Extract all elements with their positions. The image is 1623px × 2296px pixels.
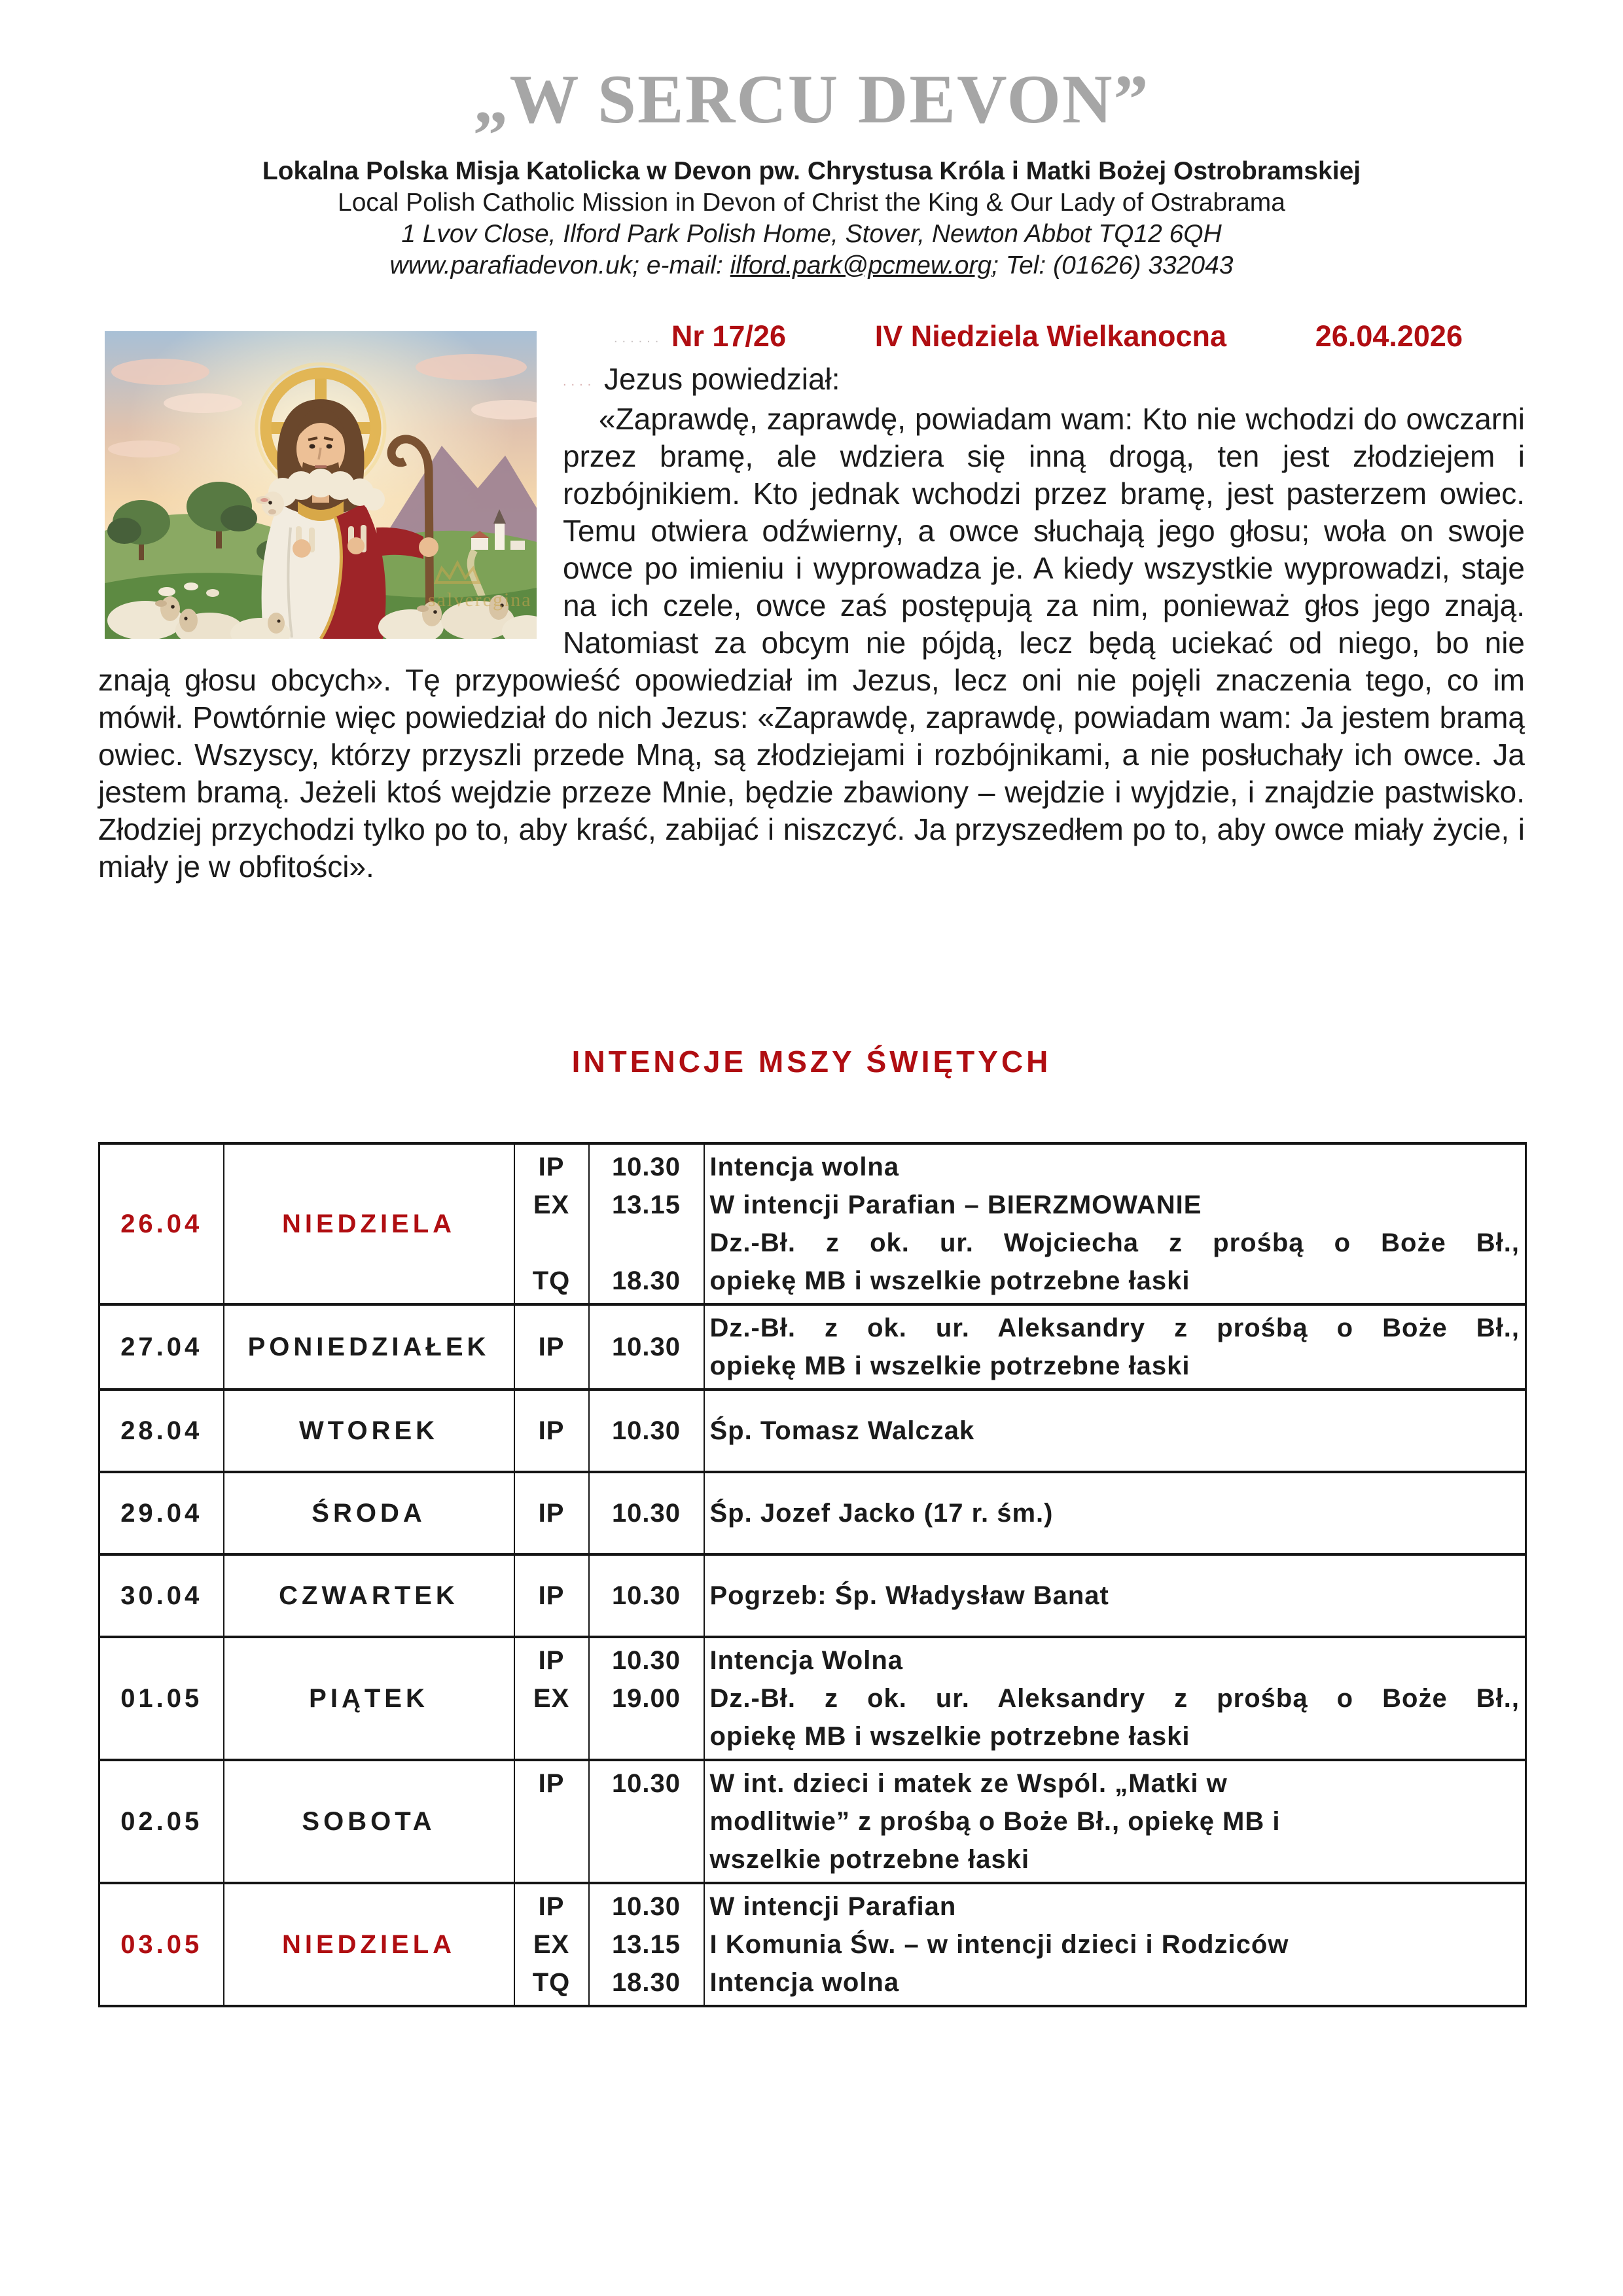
date-cell: 28.04 [99, 1390, 224, 1472]
location-code [520, 1803, 583, 1840]
mission-name-en: Local Polish Catholic Mission in Devon of Christ the King & Our Lady of Ostrabrama [338, 188, 1285, 217]
table-row [99, 1883, 1526, 2006]
time-value: 13.15 [611, 1191, 681, 1219]
table-row [99, 1390, 1526, 1472]
intention-line: Dz.-Bł. z ok. ur. Aleksandry z prośbą o Boże Bł., [709, 1684, 1520, 1713]
day-cell: CZWARTEK [224, 1554, 514, 1637]
intention-cell [704, 1760, 1526, 1883]
gospel-intro-text: Jezus powiedział: [604, 362, 840, 396]
intention-line: opiekę MB i wszelkie potrzebne łaski [709, 1352, 1190, 1380]
mission-name-pl: Lokalna Polska Misja Katolicka w Devon pw. Chrystusa Króla i Matki Bożej Ostrobramskiej [262, 157, 1361, 185]
date-cell: 02.05 [99, 1760, 224, 1883]
contact-suffix: ; Tel: (01626) 332043 [991, 251, 1234, 279]
location-code [520, 1717, 583, 1755]
location-code: IP [538, 1333, 565, 1361]
location-cell [514, 1472, 589, 1554]
time-cell [589, 1472, 704, 1554]
good-shepherd-image [105, 331, 537, 639]
tab-leader-dots: ...... [614, 331, 664, 346]
time-value [595, 1840, 698, 1878]
letterhead [98, 156, 1525, 281]
mission-contact [98, 250, 1525, 281]
intention-line: I Komunia Św. – w intencji dzieci i Rodziców [709, 1930, 1289, 1959]
location-code: IP [538, 1153, 565, 1181]
time-value: 10.30 [611, 1892, 681, 1921]
email-link[interactable]: ilford.park@pcmew.org [730, 251, 992, 279]
intention-cell [704, 1143, 1526, 1304]
location-code: IP [538, 1646, 565, 1675]
intention-line: opiekę MB i wszelkie potrzebne łaski [709, 1722, 1190, 1751]
time-value: 10.30 [611, 1769, 681, 1798]
gospel-text: «Zaprawdę, zaprawdę, powiadam wam: Kto nie wchodzi do owczarni przez bramę, ale wdziera się inną drogą, ten jest złodziejem i rozbójnikiem. Kto jednak wchodzi przez bramę, jest pasterzem owiec. Temu otwiera odźwierny, a owce słuchają jego głosu; woła on swoje owce po imieniu i wyprowadza je. A kiedy wszystkie wyprowadzi, staje na ich czele, owce zaś postępują za nim, ponieważ głos jego znają. Natomiast za obcym nie pójdą, lecz będą uciekać od niego, bo nie znają głosu obcych». Tę przypowieść opowiedział im Jezus, lecz oni nie pojęli znaczenia tego, co im mówił. Powtórnie więc powiedział do nich Jezus: «Zaprawdę, zaprawdę, powiadam wam: Ja jestem bramą owiec. Wszyscy, którzy przyszli przede Mną, są złodziejami i rozbójnikami, a nie posłuchały ich owce. Ja jestem bramą. Jeżeli ktoś wejdzie przeze Mnie, będzie zbawiony – wejdzie i wyjdzie, i znajdzie pastwisko. Złodziej przychodzi tylko po to, aby kraść, zabijać i niszczyć. Ja przyszedłem po to, aby owce miały życie, i miały je w obfitości». [98, 402, 1525, 884]
location-code: IP [538, 1416, 565, 1445]
time-value: 10.30 [611, 1333, 681, 1361]
day-cell: PONIEDZIAŁEK [224, 1304, 514, 1390]
table-row [99, 1760, 1526, 1883]
location-code: TQ [532, 1266, 571, 1295]
day-cell: PIĄTEK [224, 1637, 514, 1760]
time-value: 10.30 [611, 1581, 681, 1610]
date-cell: 01.05 [99, 1637, 224, 1760]
location-code: IP [538, 1499, 565, 1528]
issue-line [563, 315, 1525, 359]
time-value: 19.00 [611, 1684, 681, 1713]
location-code: TQ [532, 1968, 571, 1997]
time-value [595, 1717, 698, 1755]
time-cell [589, 1554, 704, 1637]
day-cell: SOBOTA [224, 1760, 514, 1883]
date-cell: 30.04 [99, 1554, 224, 1637]
date-cell: 27.04 [99, 1304, 224, 1390]
table-row [99, 1637, 1526, 1760]
time-value: 10.30 [611, 1153, 681, 1181]
intention-line: Intencja wolna [709, 1968, 900, 1997]
location-code: IP [538, 1769, 565, 1798]
location-cell [514, 1883, 589, 2006]
location-cell [514, 1143, 589, 1304]
intention-line: Intencja Wolna [709, 1646, 904, 1675]
time-value: 18.30 [611, 1968, 681, 1997]
intention-cell [704, 1554, 1526, 1637]
time-value: 13.15 [611, 1930, 681, 1959]
feast-name: IV Niedziela Wielkanocna [874, 319, 1227, 353]
time-value: 18.30 [611, 1266, 681, 1295]
intention-line: Śp. Jozef Jacko (17 r. śm.) [709, 1499, 1054, 1528]
location-code: EX [533, 1191, 570, 1219]
intention-line: W intencji Parafian [709, 1892, 957, 1921]
intention-line: modlitwie” z prośbą o Boże Bł., opiekę MB i [709, 1807, 1281, 1836]
time-cell [589, 1143, 704, 1304]
location-code [520, 1840, 583, 1878]
intention-line: Dz.-Bł. z ok. ur. Wojciecha z prośbą o Boże Bł., [709, 1229, 1520, 1257]
location-code: EX [533, 1930, 570, 1959]
table-row [99, 1143, 1526, 1304]
issue-number-group [614, 315, 786, 359]
time-value: 10.30 [611, 1499, 681, 1528]
intention-line: wszelkie potrzebne łaski [709, 1845, 1030, 1874]
location-code [520, 1224, 583, 1262]
time-cell [589, 1883, 704, 2006]
contact-prefix: www.parafiadevon.uk; e-mail: [389, 251, 730, 279]
issue-number: Nr 17/26 [671, 319, 786, 353]
day-cell: NIEDZIELA [224, 1143, 514, 1304]
intention-cell [704, 1883, 1526, 2006]
scripture-block [98, 315, 1525, 895]
location-code: EX [533, 1684, 570, 1713]
time-cell [589, 1760, 704, 1883]
intention-cell [704, 1637, 1526, 1760]
day-cell: NIEDZIELA [224, 1883, 514, 2006]
location-code: IP [538, 1892, 565, 1921]
location-cell [514, 1390, 589, 1472]
location-cell [514, 1637, 589, 1760]
time-cell [589, 1637, 704, 1760]
intention-cell [704, 1304, 1526, 1390]
time-cell [589, 1390, 704, 1472]
date-cell: 26.04 [99, 1143, 224, 1304]
intention-cell [704, 1472, 1526, 1554]
intention-line: W intencji Parafian – BIERZMOWANIE [709, 1191, 1202, 1219]
intention-line: W int. dzieci i matek ze Wspól. „Matki w [709, 1769, 1228, 1798]
intro-leader-dots: .... [563, 374, 596, 389]
date-cell: 29.04 [99, 1472, 224, 1554]
table-row [99, 1304, 1526, 1390]
location-code: IP [538, 1581, 565, 1610]
location-cell [514, 1760, 589, 1883]
time-value [595, 1803, 698, 1840]
time-value: 10.30 [611, 1416, 681, 1445]
day-cell: ŚRODA [224, 1472, 514, 1554]
svg-text:salveregina: salveregina [428, 589, 532, 611]
issue-date: 26.04.2026 [1315, 319, 1463, 353]
location-cell [514, 1554, 589, 1637]
time-value: 10.30 [611, 1646, 681, 1675]
mass-table-body [99, 1143, 1526, 2006]
intention-line: Dz.-Bł. z ok. ur. Aleksandry z prośbą o Boże Bł., [709, 1314, 1520, 1342]
intention-line: Śp. Tomasz Walczak [709, 1416, 975, 1445]
time-cell [589, 1304, 704, 1390]
intention-line: Intencja wolna [709, 1153, 900, 1181]
time-value [595, 1224, 698, 1262]
intention-line: Pogrzeb: Śp. Władysław Banat [709, 1581, 1109, 1610]
date-cell: 03.05 [99, 1883, 224, 2006]
bulletin-title: „W SERCU DEVON” [473, 61, 1150, 137]
mission-address: 1 Lvov Close, Ilford Park Polish Home, Stover, Newton Abbot TQ12 6QH [401, 220, 1222, 248]
mass-intentions-heading: INTENCJE MSZY ŚWIĘTYCH [571, 1045, 1052, 1079]
location-cell [514, 1304, 589, 1390]
intention-line: opiekę MB i wszelkie potrzebne łaski [709, 1266, 1190, 1295]
intention-cell [704, 1390, 1526, 1472]
table-row [99, 1554, 1526, 1637]
day-cell: WTOREK [224, 1390, 514, 1472]
table-row [99, 1472, 1526, 1554]
mass-intentions-table [98, 1142, 1527, 2007]
